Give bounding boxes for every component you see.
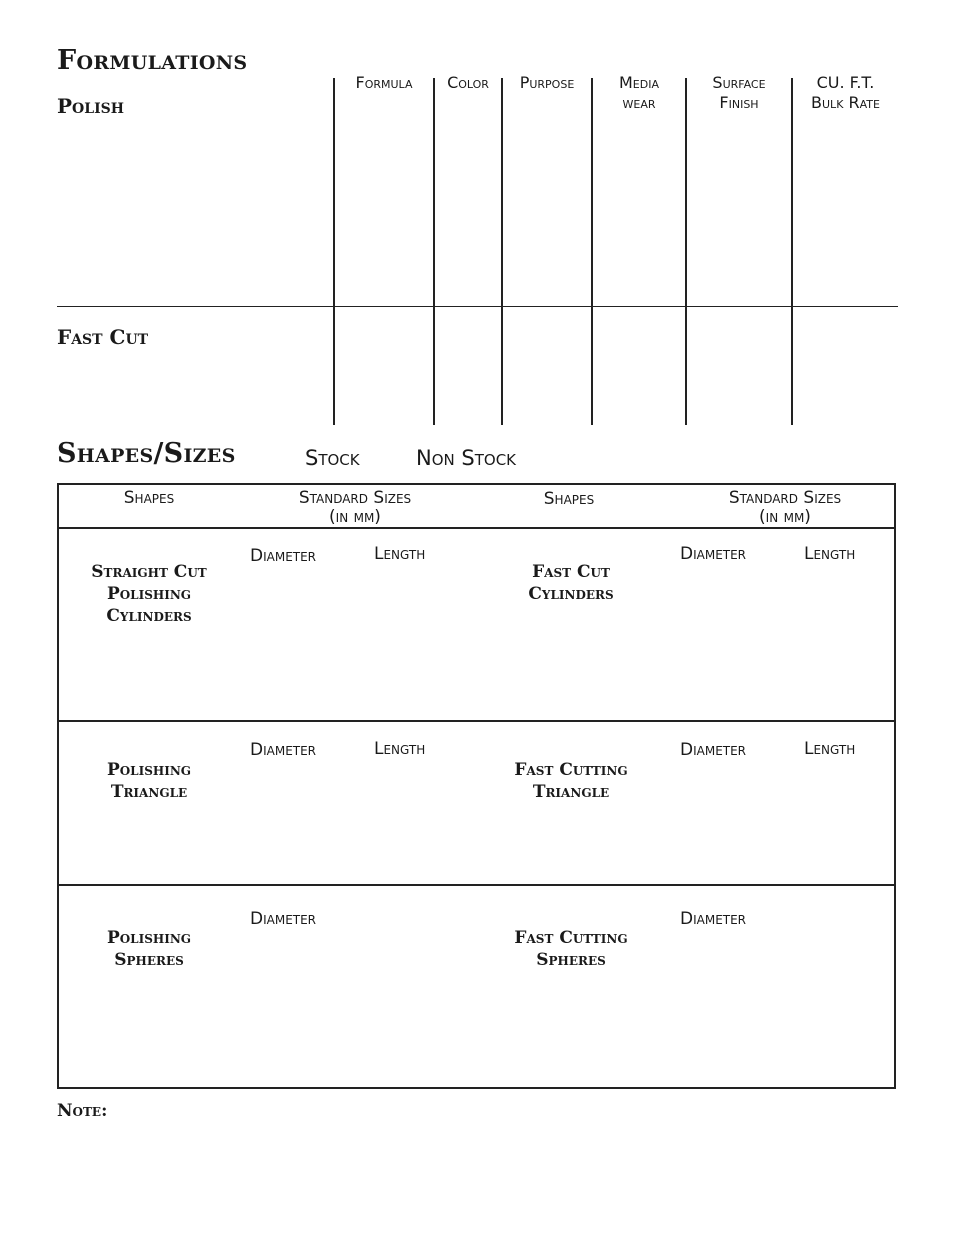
col-header-media-line1: Media	[619, 73, 659, 92]
shapes-sizes-title: Shapes/Sizes	[57, 438, 236, 469]
shapes-sizes-table	[57, 483, 896, 1089]
shape-polishing-triangle: Polishing Triangle	[106, 760, 192, 802]
row1-right-diameter-label: Diameter	[680, 544, 747, 564]
col-header-purpose	[503, 73, 591, 93]
row1-left-diameter-label: Diameter	[250, 546, 317, 566]
section-fast-cut-label: Fast Cut	[57, 325, 149, 349]
stock-label: Stock	[305, 446, 360, 470]
col-header-bulk-rate	[793, 73, 898, 113]
header-sizes-left-line2: (in mm)	[329, 507, 381, 527]
row2-right-diameter-label: Diameter	[680, 740, 747, 760]
col-header-surface-finish	[688, 73, 790, 113]
header-sizes-left	[255, 489, 455, 527]
col-divider	[433, 78, 435, 425]
row3-right-diameter-label: Diameter	[680, 909, 747, 929]
row2-right-length-label: Length	[804, 739, 856, 759]
header-shapes-left: Shapes	[123, 488, 175, 508]
col-header-color-text: Color	[447, 73, 489, 92]
row-divider	[59, 720, 894, 722]
col-header-media-wear	[593, 73, 685, 113]
shape-polishing-spheres: Polishing Spheres	[106, 928, 192, 970]
row3-left-diameter-label: Diameter	[250, 909, 317, 929]
col-divider	[591, 78, 593, 425]
row-divider	[59, 884, 894, 886]
header-sizes-left-line1: Standard Sizes	[298, 488, 412, 508]
header-divider	[59, 527, 894, 529]
non-stock-label: Non Stock	[416, 446, 517, 470]
row1-left-length-label: Length	[374, 544, 426, 564]
note-label: Note:	[57, 1101, 108, 1121]
col-divider	[501, 78, 503, 425]
col-header-formula	[336, 73, 432, 93]
header-shapes-right: Shapes	[543, 489, 595, 509]
col-divider	[685, 78, 687, 425]
col-header-surface-line1: Surface	[712, 73, 766, 92]
col-divider	[333, 78, 335, 425]
section-divider	[57, 306, 898, 307]
col-header-bulk-line1: CU. F.T.	[816, 73, 875, 92]
shape-fast-cutting-spheres: Fast Cutting Spheres	[514, 928, 628, 970]
header-sizes-right	[685, 489, 885, 527]
col-header-bulk-line2: Bulk Rate	[811, 93, 880, 112]
row2-left-diameter-label: Diameter	[250, 740, 317, 760]
col-header-formula-text: Formula	[355, 73, 413, 92]
header-sizes-right-line1: Standard Sizes	[728, 488, 842, 508]
row1-right-length-label: Length	[804, 544, 856, 564]
col-header-media-line2: wear	[622, 93, 656, 112]
header-sizes-right-line2: (in mm)	[759, 507, 811, 527]
col-divider	[791, 78, 793, 425]
row2-left-length-label: Length	[374, 739, 426, 759]
shape-fast-cut-cylinders: Fast Cut Cylinders	[528, 562, 614, 604]
col-header-color	[435, 73, 501, 93]
col-header-surface-line2: Finish	[719, 93, 759, 112]
shape-fast-cutting-triangle: Fast Cutting Triangle	[514, 760, 628, 802]
formulations-title: Formulations	[57, 45, 248, 76]
col-header-purpose-text: Purpose	[519, 73, 575, 92]
shape-straight-cut-polishing-cylinders: Straight Cut Polishing Cylinders	[91, 562, 207, 626]
section-polish-label: Polish	[57, 94, 124, 118]
